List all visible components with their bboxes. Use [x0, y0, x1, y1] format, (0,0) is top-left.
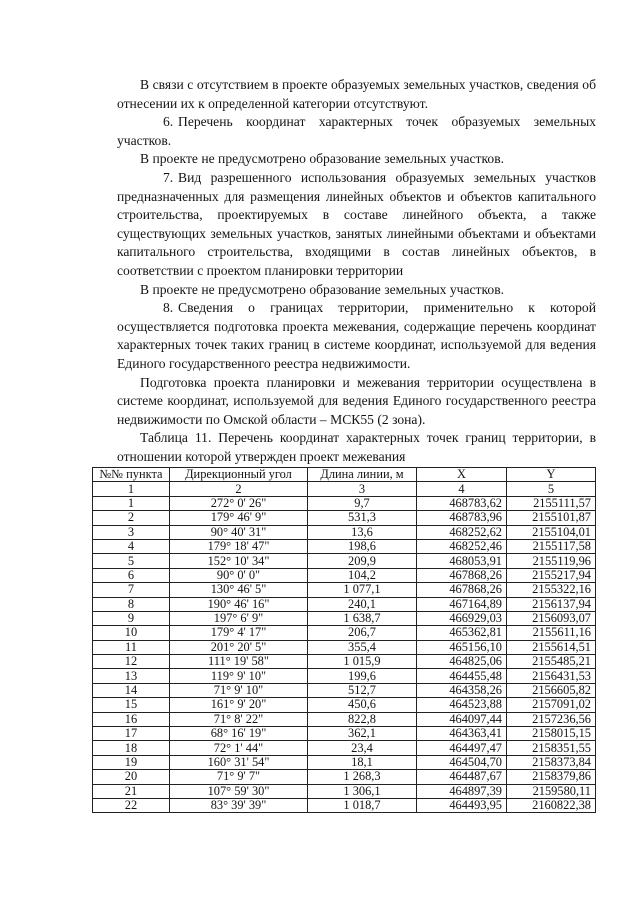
point-number: 4: [93, 539, 170, 553]
coord-y: 2158373,84: [507, 755, 596, 769]
table-caption: Таблица 11. Перечень координат характерных точек границ территории, в отношении которой утвержден проект межевания: [117, 430, 596, 464]
point-number: 1: [93, 496, 170, 510]
point-number: 15: [93, 698, 170, 712]
coord-x: 468252,62: [417, 525, 507, 539]
table-row: [93, 770, 596, 784]
table-row: [93, 655, 596, 669]
column-index: 2: [170, 482, 308, 496]
table-row: [93, 698, 596, 712]
line-length: 209,9: [308, 554, 417, 568]
line-length: 198,6: [308, 539, 417, 553]
paragraph-no-parcels-2: В проекте не предусмотрено образование земельных участков.: [140, 281, 505, 297]
line-length: 362,1: [308, 727, 417, 741]
table-row: [93, 626, 596, 640]
table-row: [93, 611, 596, 625]
table-body: [93, 496, 596, 813]
item-7-text: Вид разрешенного использования образуемых земельных участков предназначенных для размещения линейных объектов и объектов капитального строительства, проектируемых в составе линейного объекта, а также существующих земельных участков, занятых линейными объектами и объектами капитального строительства, входящими в состав линейных объектов, в соответствии с проектом планировки территории: [117, 169, 596, 278]
table-row: [93, 525, 596, 539]
coord-y: 2155614,51: [507, 640, 596, 654]
table-row: [93, 568, 596, 582]
line-length: 206,7: [308, 626, 417, 640]
point-number: 5: [93, 554, 170, 568]
coord-x: 464363,41: [417, 727, 507, 741]
line-length: 531,3: [308, 511, 417, 525]
line-length: 199,6: [308, 669, 417, 683]
item-8-text: Сведения о границах территории, применительно к которой осуществляется подготовка проекта межевания, содержащие перечень координат характерных точек таких границ в системе координат, используемой для ведения Единого государственного реестра недвижимости.: [117, 300, 596, 371]
column-index: 3: [308, 482, 417, 496]
column-header: X: [417, 468, 507, 482]
coord-y: 2156605,82: [507, 683, 596, 697]
column-index: 1: [93, 482, 170, 496]
direction-angle: 83° 39' 39": [170, 798, 308, 812]
coord-x: 464493,95: [417, 798, 507, 812]
coord-y: 2155322,16: [507, 583, 596, 597]
item-6-text: Перечень координат характерных точек образуемых земельных участков.: [117, 114, 596, 148]
coord-x: 465362,81: [417, 626, 507, 640]
paragraph-no-parcels-1: В проекте не предусмотрено образование земельных участков.: [140, 151, 505, 167]
column-header: Y: [507, 468, 596, 482]
point-number: 7: [93, 583, 170, 597]
point-number: 11: [93, 640, 170, 654]
point-number: 3: [93, 525, 170, 539]
table-row: [93, 683, 596, 697]
line-length: 1 015,9: [308, 655, 417, 669]
coord-x: 468252,46: [417, 539, 507, 553]
line-length: 240,1: [308, 597, 417, 611]
coord-x: 468783,62: [417, 496, 507, 510]
coord-y: 2160822,38: [507, 798, 596, 812]
item-8-heading: [117, 299, 596, 373]
coord-y: 2156431,53: [507, 669, 596, 683]
table-row: [93, 712, 596, 726]
column-index: 4: [417, 482, 507, 496]
coord-x: 468053,91: [417, 554, 507, 568]
table-row: [93, 496, 596, 510]
line-length: 450,6: [308, 698, 417, 712]
direction-angle: 152° 10' 34": [170, 554, 308, 568]
coord-y: 2158015,15: [507, 727, 596, 741]
coord-x: 464504,70: [417, 755, 507, 769]
direction-angle: 119° 9' 10": [170, 669, 308, 683]
body-text: [117, 76, 596, 466]
table-row: [93, 511, 596, 525]
coordinates-table-wrap: [92, 467, 595, 813]
table-header-row: [93, 468, 596, 482]
line-length: 18,1: [308, 755, 417, 769]
table-row: [93, 669, 596, 683]
table-row: [93, 798, 596, 812]
coord-x: 464358,26: [417, 683, 507, 697]
direction-angle: 179° 4' 17": [170, 626, 308, 640]
line-length: 23,4: [308, 741, 417, 755]
coord-y: 2155111,57: [507, 496, 596, 510]
line-length: 512,7: [308, 683, 417, 697]
coord-x: 465156,10: [417, 640, 507, 654]
line-length: 1 306,1: [308, 784, 417, 798]
coord-y: 2156137,94: [507, 597, 596, 611]
table-row: [93, 539, 596, 553]
point-number: 2: [93, 511, 170, 525]
coord-x: 468783,96: [417, 511, 507, 525]
coord-x: 464487,67: [417, 770, 507, 784]
coord-x: 467868,26: [417, 568, 507, 582]
point-number: 10: [93, 626, 170, 640]
line-length: 822,8: [308, 712, 417, 726]
point-number: 6: [93, 568, 170, 582]
point-number: 18: [93, 741, 170, 755]
coord-x: 464825,06: [417, 655, 507, 669]
point-number: 16: [93, 712, 170, 726]
direction-angle: 71° 9' 10": [170, 683, 308, 697]
direction-angle: 130° 46' 5": [170, 583, 308, 597]
direction-angle: 107° 59' 30": [170, 784, 308, 798]
line-length: 1 077,1: [308, 583, 417, 597]
coord-y: 2155611,16: [507, 626, 596, 640]
direction-angle: 72° 1' 44": [170, 741, 308, 755]
item-number: 6.: [163, 114, 174, 130]
table-row: [93, 784, 596, 798]
item-number: 7.: [163, 169, 174, 185]
table-row: [93, 727, 596, 741]
item-7-heading: [117, 169, 596, 281]
coord-x: 464897,39: [417, 784, 507, 798]
direction-angle: 111° 19' 58": [170, 655, 308, 669]
line-length: 1 268,3: [308, 770, 417, 784]
table-row: [93, 597, 596, 611]
point-number: 20: [93, 770, 170, 784]
direction-angle: 161° 9' 20": [170, 698, 308, 712]
paragraph-categories: В связи с отсутствием в проекте образуемых земельных участков, сведения об отнесении их к определенной категории отсутствуют.: [117, 77, 596, 111]
line-length: 104,2: [308, 568, 417, 582]
direction-angle: 197° 6' 9": [170, 611, 308, 625]
direction-angle: 90° 40' 31": [170, 525, 308, 539]
column-header: Дирекционный угол: [170, 468, 308, 482]
coord-x: 464097,44: [417, 712, 507, 726]
coord-x: 464497,47: [417, 741, 507, 755]
point-number: 9: [93, 611, 170, 625]
coord-y: 2155485,21: [507, 655, 596, 669]
coord-y: 2159580,11: [507, 784, 596, 798]
direction-angle: 179° 46' 9": [170, 511, 308, 525]
line-length: 9,7: [308, 496, 417, 510]
direction-angle: 90° 0' 0": [170, 568, 308, 582]
coord-x: 464455,48: [417, 669, 507, 683]
coord-y: 2156093,07: [507, 611, 596, 625]
coordinates-table: [92, 467, 596, 813]
table-row: [93, 554, 596, 568]
paragraph-coordinate-system: Подготовка проекта планировки и межевания территории осуществлена в системе координат, используемой для ведения Единого государственного реестра недвижимости по Омской области – МСК55 (2 зона).: [117, 374, 596, 427]
coord-y: 2155104,01: [507, 525, 596, 539]
point-number: 17: [93, 727, 170, 741]
point-number: 22: [93, 798, 170, 812]
coord-x: 466929,03: [417, 611, 507, 625]
coord-y: 2155101,87: [507, 511, 596, 525]
column-header: Длина линии, м: [308, 468, 417, 482]
table-row: [93, 741, 596, 755]
item-6-heading: [117, 113, 596, 150]
coord-y: 2158379,86: [507, 770, 596, 784]
column-index: 5: [507, 482, 596, 496]
coord-y: 2155119,96: [507, 554, 596, 568]
table-index-row: [93, 482, 596, 496]
line-length: 1 018,7: [308, 798, 417, 812]
point-number: 8: [93, 597, 170, 611]
line-length: 355,4: [308, 640, 417, 654]
line-length: 13,6: [308, 525, 417, 539]
coord-x: 467868,26: [417, 583, 507, 597]
direction-angle: 71° 9' 7": [170, 770, 308, 784]
table-row: [93, 755, 596, 769]
point-number: 19: [93, 755, 170, 769]
coord-y: 2157091,02: [507, 698, 596, 712]
table-row: [93, 640, 596, 654]
point-number: 12: [93, 655, 170, 669]
point-number: 21: [93, 784, 170, 798]
point-number: 14: [93, 683, 170, 697]
coord-x: 467164,89: [417, 597, 507, 611]
direction-angle: 272° 0' 26": [170, 496, 308, 510]
item-number: 8.: [163, 300, 174, 316]
point-number: 13: [93, 669, 170, 683]
column-header: №№ пункта: [93, 468, 170, 482]
table-row: [93, 583, 596, 597]
direction-angle: 201° 20' 5": [170, 640, 308, 654]
line-length: 1 638,7: [308, 611, 417, 625]
coord-y: 2155117,58: [507, 539, 596, 553]
direction-angle: 71° 8' 22": [170, 712, 308, 726]
direction-angle: 190° 46' 16": [170, 597, 308, 611]
direction-angle: 160° 31' 54": [170, 755, 308, 769]
direction-angle: 68° 16' 19": [170, 727, 308, 741]
coord-y: 2157236,56: [507, 712, 596, 726]
coord-y: 2155217,94: [507, 568, 596, 582]
coord-x: 464523,88: [417, 698, 507, 712]
coord-y: 2158351,55: [507, 741, 596, 755]
direction-angle: 179° 18' 47": [170, 539, 308, 553]
